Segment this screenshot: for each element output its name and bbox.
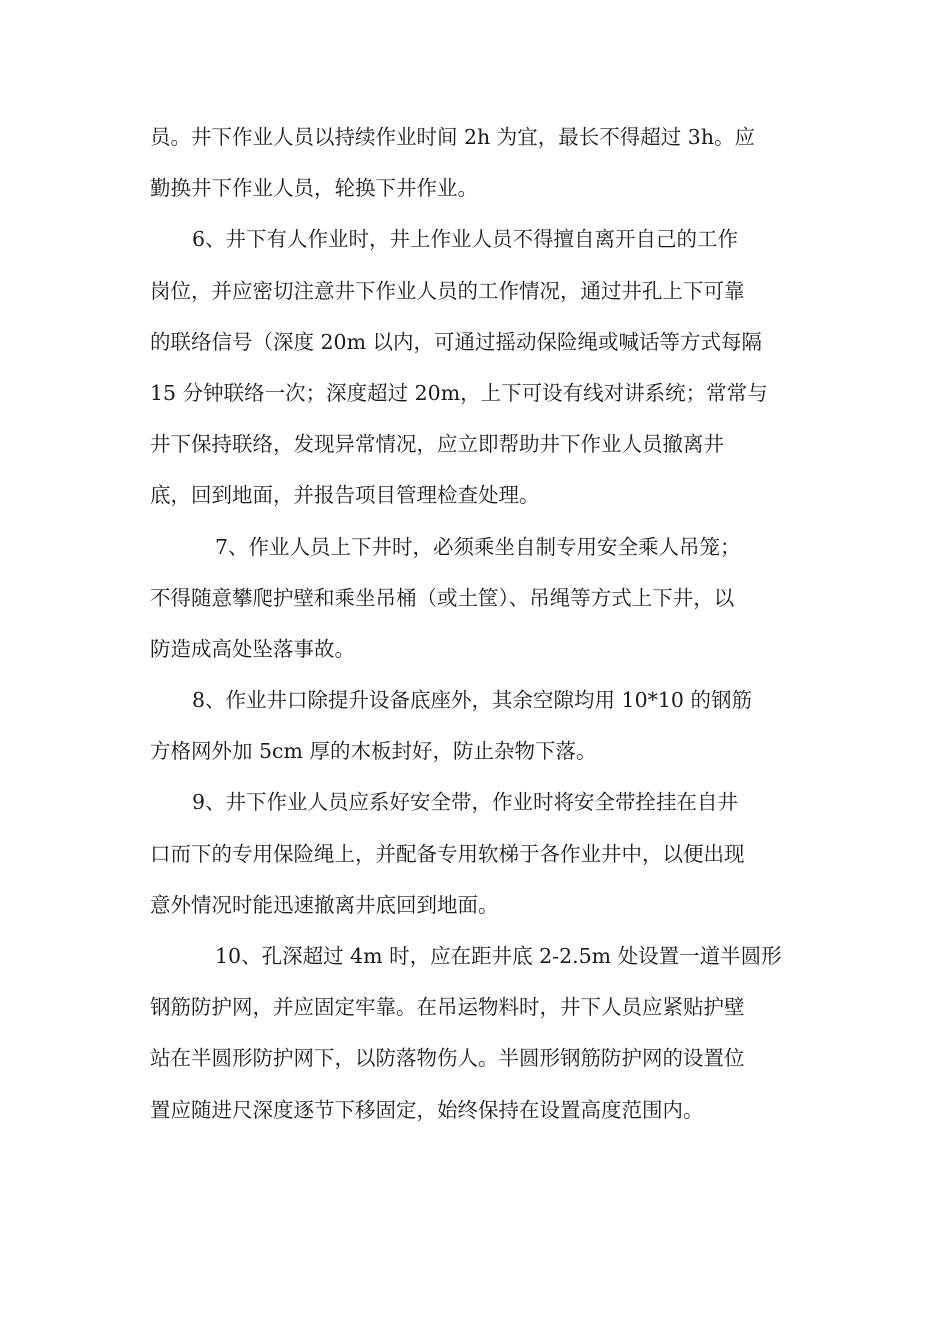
text-line: 井下保持联络，发现异常情况，应立即帮助井下作业人员撤离井 [150, 432, 724, 457]
body-text [150, 112, 810, 1136]
text-line: 员。井下作业人员以持续作业时间 2h 为宜，最长不得超过 3h。应 [150, 125, 756, 149]
text-line: 15 分钟联络一次；深度超过 20m，上下可设有线对讲系统；常常与 [150, 380, 768, 405]
text-line: 勤换井下作业人员，轮换下井作业。 [150, 176, 478, 201]
text-line: 底，回到地面，并报告项目管理检查处理。 [150, 483, 540, 508]
text-line: 6、井下有人作业时，井上作业人员不得擅自离开自己的工作 [192, 227, 739, 252]
text-line: 9、井下作业人员应系好安全带，作业时将安全带拴挂在自井 [192, 790, 739, 815]
text-line: 岗位，并应密切注意井下作业人员的工作情况，通过井孔上下可靠 [150, 278, 745, 303]
paragraph-continuation [150, 112, 810, 214]
text-line: 7、作业人员上下井时，必须乘坐自制专用安全乘人吊笼； [215, 534, 741, 559]
text-line: 防造成高处坠落事故。 [150, 636, 355, 661]
text-line: 意外情况时能迅速撤离井底回到地面。 [150, 892, 499, 917]
text-line: 8、作业井口除提升设备底座外，其余空隙均用 10*10 的钢筋 [192, 688, 752, 713]
text-line: 方格网外加 5cm 厚的木板封好，防止杂物下落。 [150, 739, 597, 764]
text-line: 不得随意攀爬护壁和乘坐吊桶（或土筐）、吊绳等方式上下井，以 [150, 585, 735, 610]
paragraph-item-10 [150, 931, 810, 1136]
text-line: 10、孔深超过 4m 时，应在距井底 2-2.5m 处设置一道半圆形 [215, 944, 782, 968]
text-line: 置应随进尺深度逐节下移固定，始终保持在设置高度范围内。 [150, 1097, 704, 1122]
paragraph-item-9 [150, 777, 810, 931]
text-line: 口而下的专用保险绳上，并配备专用软梯于各作业井中，以便出现 [150, 841, 745, 866]
text-line: 的联络信号（深度 20m 以内，可通过摇动保险绳或喊话等方式每隔 [150, 329, 763, 354]
text-line: 站在半圆形防护网下，以防落物伤人。半圆形钢筋防护网的设置位 [150, 1046, 745, 1071]
paragraph-item-8 [150, 675, 810, 777]
text-line: 钢筋防护网，并应固定牢靠。在吊运物料时，井下人员应紧贴护壁 [150, 995, 745, 1020]
paragraph-item-7 [150, 522, 810, 676]
paragraph-item-6 [150, 214, 810, 521]
